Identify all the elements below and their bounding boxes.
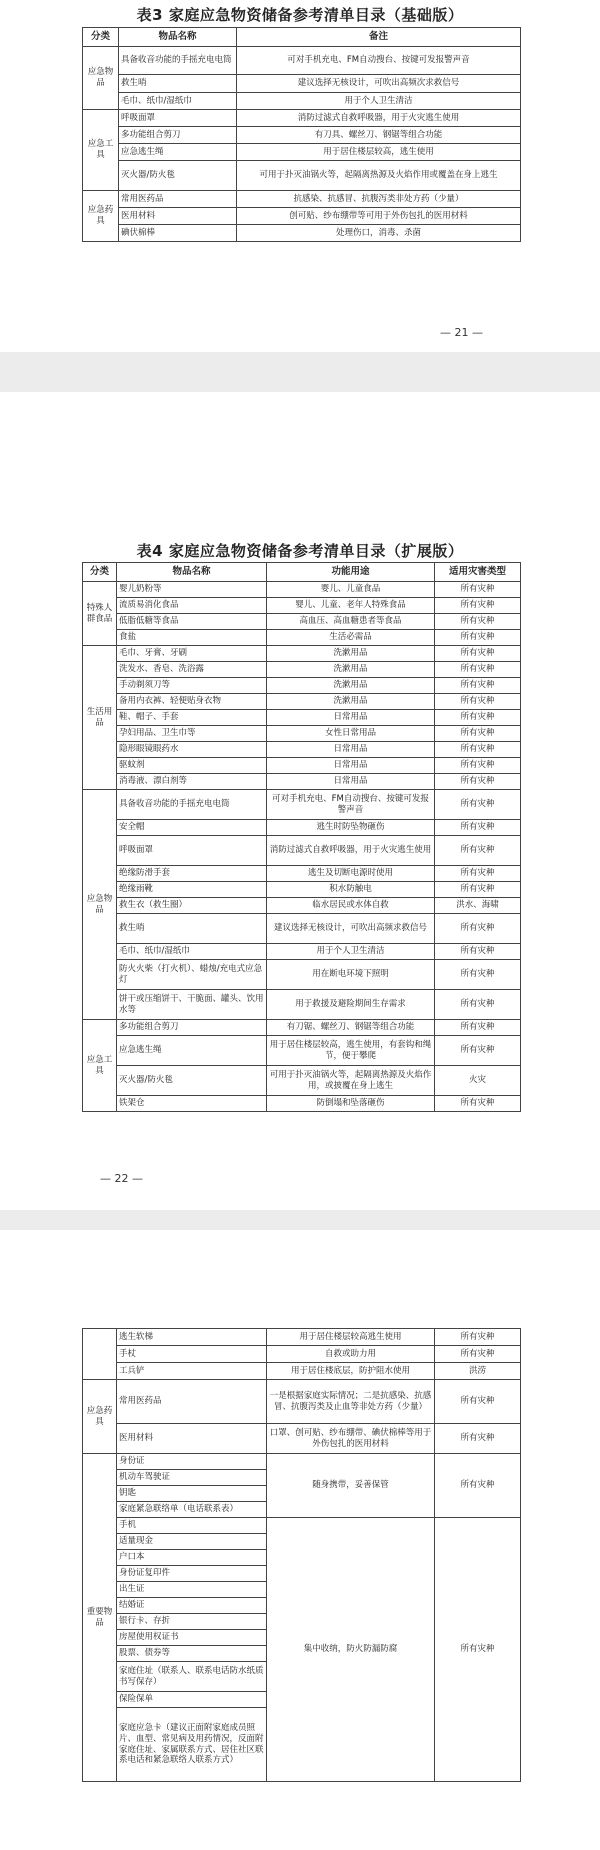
table-row [83,1454,521,1470]
item-name-cell: 手动剃须刀等 [117,678,267,694]
table-row [83,127,521,144]
item-name-cell: 毛巾、纸巾/湿纸巾 [119,93,237,110]
disaster-type-cell: 所有灾种 [435,1454,521,1518]
page-21 [0,0,600,352]
table-row [83,646,521,662]
item-name-cell: 流质易消化食品 [117,598,267,614]
table-row [83,710,521,726]
page-23 [0,1230,600,1850]
item-name-cell: 救生哨 [117,914,267,944]
category-cell: 特殊人群食品 [83,582,117,646]
item-name-cell: 呼吸面罩 [117,836,267,866]
item-name-cell: 结婚证 [117,1598,267,1614]
note-cell: 有刀具、螺丝刀、钢锯等组合功能 [237,127,521,144]
item-name-cell: 医用材料 [117,1424,267,1454]
table3-header-note: 备注 [237,28,521,47]
use-cell: 所有灾种 [435,820,521,836]
disaster-type-cell: 消防过滤式自救呼吸器，用于火灾逃生使用 [267,836,435,866]
item-name-cell: 房屋使用权证书 [117,1630,267,1646]
use-cell: 所有灾种 [435,1036,521,1066]
disaster-type-cell: 用于个人卫生清洁 [267,944,435,960]
use-cell: 所有灾种 [435,598,521,614]
item-name-cell: 钥匙 [117,1486,267,1502]
note-cell: 用于居住楼层较高，逃生使用 [237,144,521,161]
note-cell: 处理伤口，消毒、杀菌 [237,225,521,242]
disaster-type-cell: 防倒塌和坠落砸伤 [267,1096,435,1112]
table-row [83,208,521,225]
use-cell: 所有灾种 [435,582,521,598]
disaster-type-cell: 女性日常用品 [267,726,435,742]
item-name-cell: 家庭紧急联络单（电话联系表） [117,1502,267,1518]
disaster-type-cell: 口罩、创可贴、纱布绷带、碘伏棉棒等用于外伤包扎的医用材料 [267,1424,435,1454]
disaster-type-cell: 婴儿、儿童食品 [267,582,435,598]
item-name-cell: 低脂低糖等食品 [117,614,267,630]
use-cell: 所有灾种 [435,646,521,662]
use-cell: 所有灾种 [435,726,521,742]
item-name-cell: 银行卡、存折 [117,1614,267,1630]
use-cell: 随身携带，妥善保管 [267,1454,435,1518]
category-cell: 应急药具 [83,1380,117,1454]
use-cell: 所有灾种 [435,866,521,882]
disaster-type-cell: 日常用品 [267,774,435,790]
item-name-cell: 备用内衣裤、轻便贴身衣物 [117,694,267,710]
page-22 [0,392,600,1210]
table-row [83,1020,521,1036]
table-row [83,678,521,694]
disaster-type-cell: 日常用品 [267,758,435,774]
table-row [83,1036,521,1066]
table-row [83,1424,521,1454]
table3-header-category: 分类 [83,28,119,47]
note-cell: 抗感染、抗感冒、抗腹泻类非处方药（少量） [237,191,521,208]
page-number-21: — 21 — [440,326,483,339]
table-row [83,1096,521,1112]
use-cell: 火灾 [435,1066,521,1096]
item-name-cell: 手杖 [117,1346,267,1363]
disaster-type-cell: 洗漱用品 [267,646,435,662]
item-name-cell: 身份证复印件 [117,1566,267,1582]
use-cell: 所有灾种 [435,1380,521,1424]
category-cell: 应急工具 [83,110,119,191]
item-name-cell: 适量现金 [117,1534,267,1550]
table4-header-item: 物品名称 [117,563,267,582]
table4 [82,562,521,1112]
item-name-cell: 隐形眼镜眼药水 [117,742,267,758]
disaster-type-cell: 有刀锯、螺丝刀、钢锯等组合功能 [267,1020,435,1036]
table4-title: 表4 家庭应急物资储备参考清单目录（扩展版） [136,542,464,560]
use-cell: 所有灾种 [435,1424,521,1454]
item-name-cell: 工兵铲 [117,1363,267,1380]
item-name-cell: 多功能组合剪刀 [117,1020,267,1036]
item-name-cell: 具备收音功能的手摇充电电筒 [119,47,237,75]
category-cell: 重要物品 [83,1454,117,1782]
disaster-type-cell: 逃生及切断电源时使用 [267,866,435,882]
table-row [83,914,521,944]
table-row [83,662,521,678]
item-name-cell: 手机 [117,1518,267,1534]
disaster-type-cell: 洗漱用品 [267,662,435,678]
table-row [83,630,521,646]
item-name-cell: 常用医药品 [117,1380,267,1424]
item-name-cell: 应急逃生绳 [117,1036,267,1066]
note-cell: 建议选择无核设计，可吹出高频次求救信号 [237,75,521,93]
disaster-type-cell: 用于居住楼底层，防护阻水使用 [267,1363,435,1380]
page-gap [0,1210,600,1230]
table-row [83,960,521,990]
table-row [83,694,521,710]
item-name-cell: 孕妇用品、卫生巾等 [117,726,267,742]
item-name-cell: 碘伏棉棒 [119,225,237,242]
use-cell: 所有灾种 [435,1096,521,1112]
item-name-cell: 安全帽 [117,820,267,836]
table-row [83,614,521,630]
table-row [83,882,521,898]
table4-header-disaster-type: 适用灾害类型 [435,563,521,582]
disaster-type-cell: 逃生时防坠物砸伤 [267,820,435,836]
use-cell: 所有灾种 [435,614,521,630]
item-name-cell: 常用医药品 [119,191,237,208]
category-cell: 应急工具 [83,1020,117,1112]
disaster-type-cell: 用于救援及避险期间生存需求 [267,990,435,1020]
item-name-cell: 多功能组合剪刀 [119,127,237,144]
disaster-type-cell: 可用于扑灭油锅火等，起隔离热源及火焰作用，或披覆在身上逃生 [267,1066,435,1096]
use-cell: 所有灾种 [435,836,521,866]
table-row [83,191,521,208]
table-row [83,1518,521,1534]
table-row [83,1346,521,1363]
item-name-cell: 身份证 [117,1454,267,1470]
table-row [83,1363,521,1380]
disaster-type-cell: 生活必需品 [267,630,435,646]
table-row [83,1380,521,1424]
item-name-cell: 驱蚊剂 [117,758,267,774]
disaster-type-cell: 用于居住楼层较高逃生使用 [267,1329,435,1346]
disaster-type-cell: 用于居住楼层较高，逃生使用，有套钩和绳节，便于攀爬 [267,1036,435,1066]
table-row [83,110,521,127]
item-name-cell: 机动车驾驶证 [117,1470,267,1486]
item-name-cell: 绝缘防滑手套 [117,866,267,882]
use-cell: 所有灾种 [435,662,521,678]
disaster-type-cell: 一是根据家庭实际情况；二是抗感染、抗感冒、抗腹泻类及止血等非处方药（少量） [267,1380,435,1424]
use-cell: 所有灾种 [435,758,521,774]
table4-header-use: 功能用途 [267,563,435,582]
item-name-cell: 毛巾、牙膏、牙刷 [117,646,267,662]
item-name-cell: 应急逃生绳 [119,144,237,161]
note-cell: 可用于扑灭油锅火等，起隔离热源及火焰作用或覆盖在身上逃生 [237,161,521,191]
table-row [83,758,521,774]
use-cell: 洪水、海啸 [435,898,521,914]
use-cell: 所有灾种 [435,694,521,710]
disaster-type-cell: 高血压、高血糖患者等食品 [267,614,435,630]
disaster-type-cell: 自救或助力用 [267,1346,435,1363]
disaster-type-cell: 建议选择无核设计，可吹出高频求救信号 [267,914,435,944]
item-name-cell: 保险保单 [117,1692,267,1708]
item-name-cell: 家庭住址（联系人、联系电话防水纸质书写保存） [117,1662,267,1692]
category-cell: 应急药具 [83,191,119,242]
item-name-cell: 灭火器/防火毯 [119,161,237,191]
item-name-cell: 呼吸面罩 [119,110,237,127]
table3-header-item: 物品名称 [119,28,237,47]
table-row [83,161,521,191]
use-cell: 所有灾种 [435,882,521,898]
item-name-cell: 消毒液、漂白剂等 [117,774,267,790]
disaster-type-cell: 临水居民或水体自救 [267,898,435,914]
table4-header-category: 分类 [83,563,117,582]
use-cell: 所有灾种 [435,742,521,758]
item-name-cell: 具备收音功能的手摇充电电筒 [117,790,267,820]
item-name-cell: 洗发水、香皂、洗浴露 [117,662,267,678]
table-row [83,582,521,598]
item-name-cell: 鞋、帽子、手套 [117,710,267,726]
item-name-cell: 医用材料 [119,208,237,225]
table3-title: 表3 家庭应急物资储备参考清单目录（基础版） [136,6,464,24]
use-cell: 所有灾种 [435,990,521,1020]
item-name-cell: 灭火器/防火毯 [117,1066,267,1096]
use-cell: 所有灾种 [435,944,521,960]
table-row [83,866,521,882]
note-cell: 可对手机充电、FM自动搜台、按键可发报警声音 [237,47,521,75]
use-cell: 集中收纳，防火防漏防腐 [267,1518,435,1782]
disaster-type-cell: 日常用品 [267,710,435,726]
item-name-cell: 家庭应急卡（建议正面附家庭成员照片、血型、常见病及用药情况，反面附家庭住址、家属联系方式、居住社区联系电话和紧急联络人联系方式） [117,1708,267,1782]
item-name-cell: 户口本 [117,1550,267,1566]
item-name-cell: 出生证 [117,1582,267,1598]
category-cell: 生活用品 [83,646,117,790]
table-row [83,790,521,820]
use-cell: 所有灾种 [435,960,521,990]
item-name-cell: 婴儿奶粉等 [117,582,267,598]
note-cell: 创可贴、纱布绷带等可用于外伤包扎的医用材料 [237,208,521,225]
use-cell: 所有灾种 [435,790,521,820]
table-row [83,774,521,790]
item-name-cell: 救生衣（救生圈） [117,898,267,914]
item-name-cell: 防火火柴（打火机）、蜡烛/充电式应急灯 [117,960,267,990]
disaster-type-cell: 可对手机充电、FM自动搜台、按键可发报警声音 [267,790,435,820]
use-cell: 所有灾种 [435,1329,521,1346]
table-row [83,598,521,614]
item-name-cell: 绝缘雨靴 [117,882,267,898]
item-name-cell: 股票、债券等 [117,1646,267,1662]
table-row [83,144,521,161]
table-row [83,944,521,960]
use-cell: 所有灾种 [435,678,521,694]
use-cell: 洪涝 [435,1363,521,1380]
table-row [83,898,521,914]
category-cell [83,1329,117,1380]
table-row [83,1066,521,1096]
item-name-cell: 逃生软梯 [117,1329,267,1346]
disaster-type-cell: 日常用品 [267,742,435,758]
use-cell: 所有灾种 [435,710,521,726]
item-name-cell: 铁架仓 [117,1096,267,1112]
category-cell: 应急物品 [83,790,117,1020]
table-row [83,990,521,1020]
item-name-cell: 毛巾、纸巾/湿纸巾 [117,944,267,960]
use-cell: 所有灾种 [435,1020,521,1036]
table3 [82,27,521,242]
category-cell: 应急物品 [83,47,119,110]
page-gap [0,352,600,392]
table-row [83,1329,521,1346]
disaster-type-cell: 所有灾种 [435,1518,521,1782]
use-cell: 所有灾种 [435,630,521,646]
disaster-type-cell: 洗漱用品 [267,678,435,694]
table-row [83,820,521,836]
note-cell: 用于个人卫生清洁 [237,93,521,110]
use-cell: 所有灾种 [435,914,521,944]
item-name-cell: 饼干或压缩饼干、干脆面、罐头、饮用水等 [117,990,267,1020]
disaster-type-cell: 婴儿、儿童、老年人特殊食品 [267,598,435,614]
item-name-cell: 食盐 [117,630,267,646]
note-cell: 消防过滤式自救呼吸器，用于火灾逃生使用 [237,110,521,127]
disaster-type-cell: 洗漱用品 [267,694,435,710]
disaster-type-cell: 用在断电环境下照明 [267,960,435,990]
table4-continued [82,1328,521,1782]
use-cell: 所有灾种 [435,1346,521,1363]
table-row [83,75,521,93]
table-row [83,742,521,758]
page-number-22: — 22 — [100,1172,143,1185]
table-row [83,836,521,866]
table-row [83,93,521,110]
disaster-type-cell: 积水防触电 [267,882,435,898]
item-name-cell: 救生哨 [119,75,237,93]
table-row [83,726,521,742]
table-row [83,225,521,242]
table-row [83,47,521,75]
use-cell: 所有灾种 [435,774,521,790]
